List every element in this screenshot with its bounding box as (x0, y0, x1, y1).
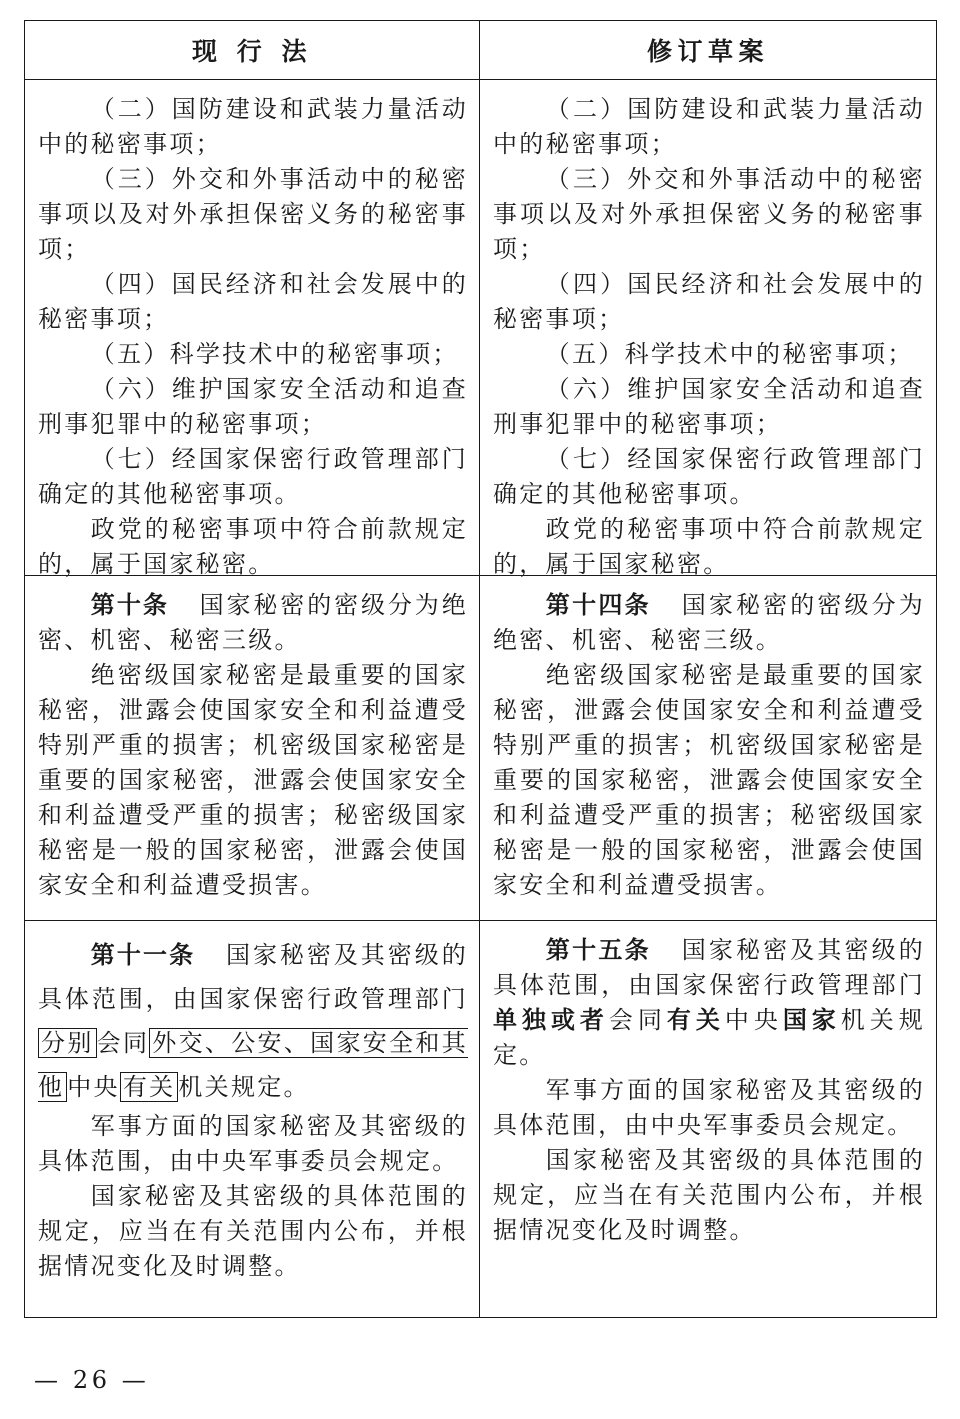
revision-draft-cell (480, 921, 937, 1318)
clause-paragraph: 军事方面的国家秘密及其密级的具体范围，由中央军事委员会规定。 (38, 1112, 468, 1175)
clause-paragraph: （六）维护国家安全活动和追查刑事犯罪中的秘密事项； (38, 375, 468, 438)
inserted-text: 国家 (782, 1006, 841, 1034)
clause-paragraph: （五）科学技术中的秘密事项； (545, 340, 914, 368)
clause-paragraph: 政党的秘密事项中符合前款规定的，属于国家秘密。 (38, 515, 468, 578)
clause-paragraph: （五）科学技术中的秘密事项； (90, 340, 459, 368)
article-number: 第十五条 (545, 936, 651, 964)
clause-paragraph: （六）维护国家安全活动和追查刑事犯罪中的秘密事项； (493, 375, 925, 438)
article-number: 第十一条 (90, 941, 196, 969)
table-header-row (25, 21, 937, 80)
header-current-law: 现 行 法 (25, 21, 480, 80)
clause-paragraph: （二）国防建设和武装力量活动中的秘密事项； (493, 95, 925, 158)
revision-draft-cell (480, 80, 937, 576)
current-law-cell (25, 576, 480, 921)
article-paragraph (38, 933, 468, 1109)
article-paragraph (38, 588, 468, 658)
article-text: 中央 (724, 1006, 783, 1034)
revision-draft-cell (480, 576, 937, 921)
article-text: 中央 (67, 1073, 120, 1101)
article-text: 国家秘密的密级分为绝密、机密、秘密三级。 (38, 591, 468, 654)
clause-paragraph: 绝密级国家秘密是最重要的国家秘密，泄露会使国家安全和利益遭受特别严重的损害；机密级国家秘密是重要的国家秘密，泄露会使国家安全和利益遭受严重的损害；秘密级国家秘密是一般的国家秘密，泄露会使国家安全和利益遭受损害。 (38, 661, 468, 899)
deleted-text-box: 分别 (38, 1028, 97, 1058)
clause-paragraph: （四）国民经济和社会发展中的秘密事项； (493, 270, 925, 333)
clause-paragraph: 绝密级国家秘密是最重要的国家秘密，泄露会使国家安全和利益遭受特别严重的损害；机密级国家秘密是重要的国家秘密，泄露会使国家安全和利益遭受严重的损害；秘密级国家秘密是一般的国家秘密，泄露会使国家安全和利益遭受损害。 (493, 661, 925, 899)
article-text: 会同 (608, 1006, 667, 1034)
page-number: — 26 — (34, 1366, 150, 1394)
deleted-text-box: 有关 (120, 1072, 179, 1102)
header-revision-draft: 修订草案 (480, 21, 937, 80)
clause-paragraph: （二）国防建设和武装力量活动中的秘密事项； (38, 95, 468, 158)
article-paragraph (493, 588, 925, 658)
article-text: 机关规定。 (178, 1073, 310, 1101)
article-text: 国家秘密的密级分为绝密、机密、秘密三级。 (493, 591, 925, 654)
clause-paragraph: （三）外交和外事活动中的秘密事项以及对外承担保密义务的秘密事项； (38, 165, 468, 263)
clause-paragraph: （七）经国家保密行政管理部门确定的其他秘密事项。 (38, 445, 468, 508)
clause-paragraph: 国家秘密及其密级的具体范围的规定，应当在有关范围内公布，并根据情况变化及时调整。 (38, 1182, 468, 1280)
inserted-text: 单独或者 (493, 1006, 609, 1034)
article-number: 第十条 (90, 591, 169, 619)
clause-paragraph: （四）国民经济和社会发展中的秘密事项； (38, 270, 468, 333)
clause-paragraph: 国家秘密及其密级的具体范围的规定，应当在有关范围内公布，并根据情况变化及时调整。 (493, 1146, 925, 1244)
current-law-cell (25, 80, 480, 576)
article-number: 第十四条 (545, 591, 651, 619)
article-text: 会同 (96, 1029, 150, 1057)
article-text: 国家秘密及其密级的具体范围，由国家保密行政管理部门 (493, 936, 925, 999)
clause-paragraph: 政党的秘密事项中符合前款规定的，属于国家秘密。 (493, 515, 925, 578)
inserted-text: 有关 (666, 1006, 725, 1034)
clause-paragraph: 军事方面的国家秘密及其密级的具体范围，由中央军事委员会规定。 (493, 1076, 925, 1139)
article-text: 国家秘密及其密级的具体范围，由国家保密行政管理部门 (38, 941, 468, 1013)
article-text: 机关规定。 (493, 1006, 926, 1069)
clause-paragraph: （三）外交和外事活动中的秘密事项以及对外承担保密义务的秘密事项； (493, 165, 925, 263)
table-row (25, 921, 937, 1318)
deleted-text-box: 外交、公安、国家安全和其他 (38, 1029, 469, 1101)
clause-paragraph: （七）经国家保密行政管理部门确定的其他秘密事项。 (493, 445, 925, 508)
article-paragraph (493, 933, 925, 1073)
current-law-cell (25, 921, 480, 1318)
comparison-table (24, 20, 937, 1318)
table-row (25, 576, 937, 921)
table-row (25, 80, 937, 576)
